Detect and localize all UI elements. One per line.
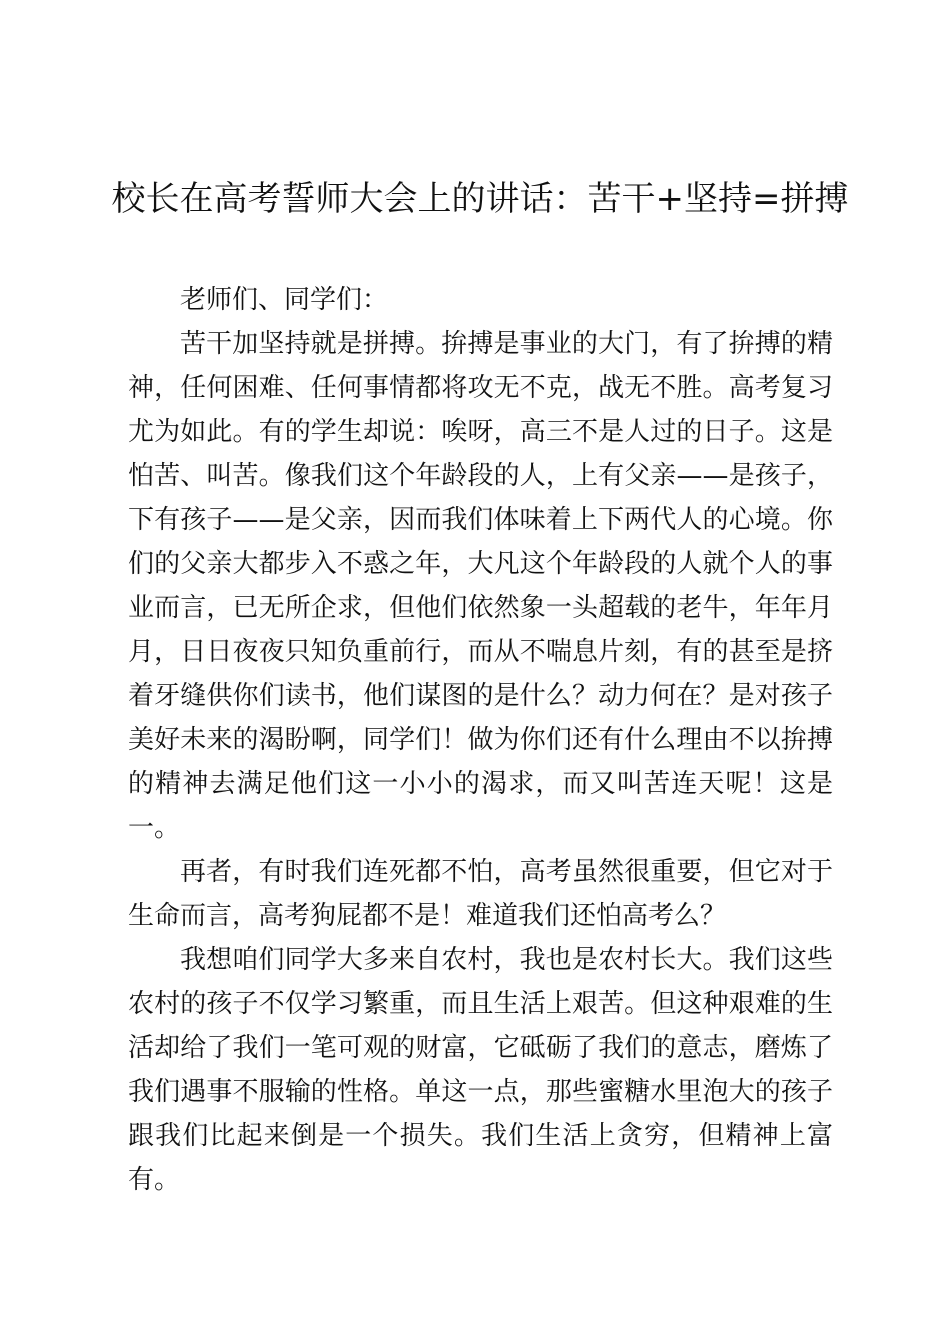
body-paragraph-2: 再者，有时我们连死都不怕，高考虽然很重要，但它对于生命而言，高考狗屁都不是！难道我们还怕高考么？: [128, 857, 833, 931]
document-body: [128, 278, 833, 1202]
body-paragraph-1: 苦干加坚持就是拼搏。拚搏是事业的大门，有了拚搏的精神，任何困难、任何事情都将攻无不克，战无不胜。高考复习尤为如此。有的学生却说：唉呀，高三不是人过的日子。这是怕苦、叫苦。像我们这个年龄段的人，上有父亲——是孩子，下有孩子——是父亲，因而我们体味着上下两代人的心境。你们的父亲大都步入不惑之年，大凡这个年龄段的人就个人的事业而言，已无所企求，但他们依然象一头超载的老牛，年年月月，日日夜夜只知负重前行，而从不喘息片刻，有的甚至是挤着牙缝供你们读书，他们谋图的是什么？动力何在？是对孩子美好未来的渴盼啊，同学们！做为你们还有什么理由不以拚搏的精神去满足他们这一小小的渴求，而又叫苦连天呢！这是一。: [128, 329, 833, 843]
body-paragraph-3: 我想咱们同学大多来自农村，我也是农村长大。我们这些农村的孩子不仅学习繁重，而且生活上艰苦。但这种艰难的生活却给了我们一笔可观的财富，它砥砺了我们的意志，磨炼了我们遇事不服输的性格。单这一点，那些蜜糖水里泡大的孩子跟我们比起来倒是一个损失。我们生活上贪穷，但精神上富有。: [128, 945, 833, 1195]
salutation-paragraph: 老师们、同学们：: [180, 285, 389, 315]
document-title: 校长在高考誓师大会上的讲话：苦干+坚持=拼搏: [111, 179, 849, 219]
